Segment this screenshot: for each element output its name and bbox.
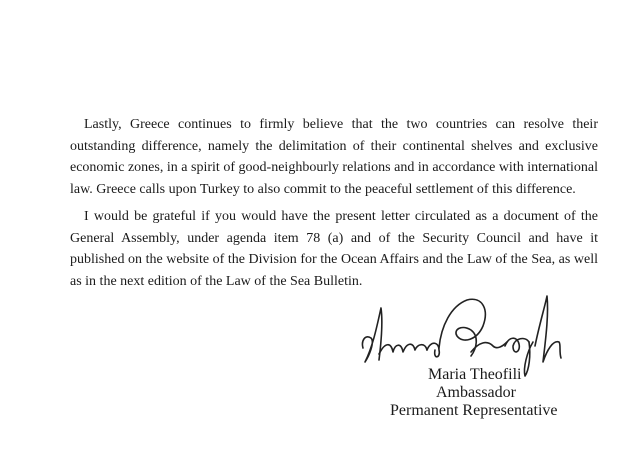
signatory-name: Maria Theofili [428,366,522,383]
signatory-role: Permanent Representative [390,402,558,419]
request-paragraph: I would be grateful if you would have the present letter circulated as a document of the General Assembly, under agenda item 78 (a) and of the Security Council and have it published on the website of the Division for the Ocean Affairs and the Law of the Sea, as well as in the next edition of the Law of the Sea Bulletin. [70,209,598,289]
closing-paragraph: Lastly, Greece continues to firmly believe that the two countries can resolve their outstanding difference, namely the delimitation of their continental shelves and exclusive economic zones, in a spirit of good-neighbourly relations and in accordance with international law. Greece calls upon Turkey to also commit to the peaceful settlement of this difference. [70,117,598,197]
signatory-title: Ambassador [436,384,516,401]
